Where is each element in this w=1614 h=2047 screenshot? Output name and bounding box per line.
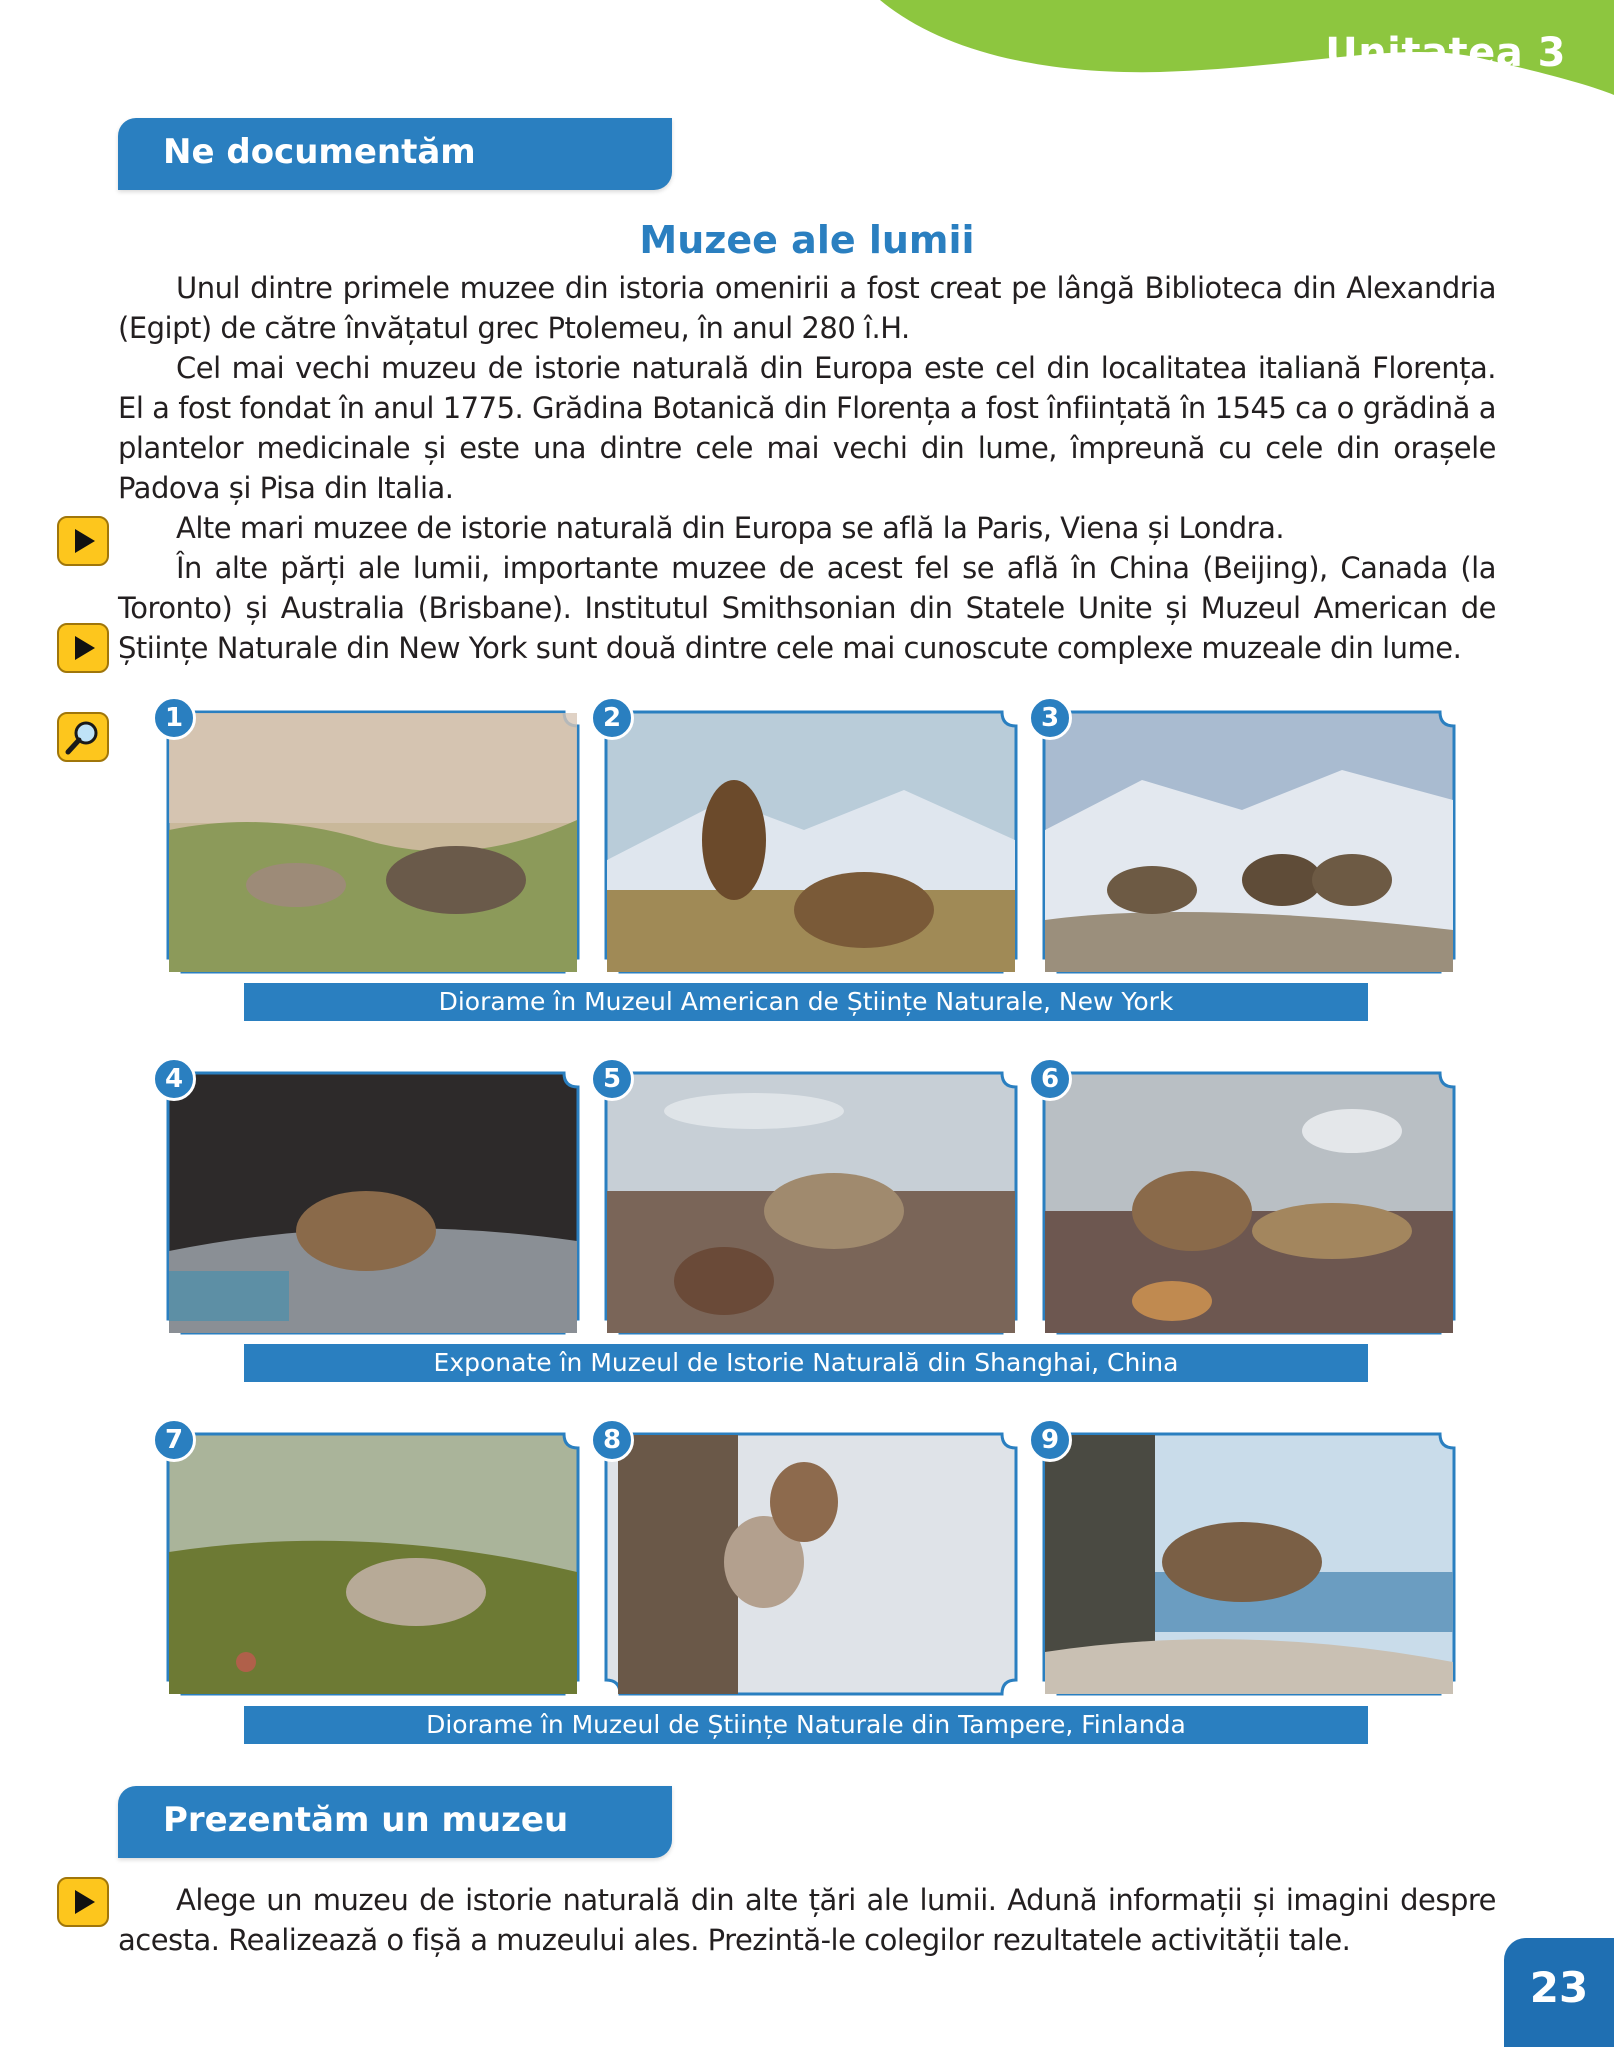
photo-number: 6	[1028, 1057, 1072, 1101]
photo-number: 7	[152, 1418, 196, 1462]
photo-bear-diorama	[602, 703, 1018, 974]
photo-mammoth-exhibit	[1040, 1064, 1456, 1335]
photo-number: 1	[152, 696, 196, 740]
section-title: Ne documentăm	[163, 132, 476, 172]
photo-number: 5	[590, 1057, 634, 1101]
section-tab-present	[118, 1786, 672, 1858]
article-title: Muzee ale lumii	[639, 218, 975, 262]
search-button[interactable]	[57, 712, 109, 762]
section-tab-research	[118, 118, 672, 190]
photo-number: 8	[590, 1418, 634, 1462]
play-icon	[59, 518, 107, 564]
photo-number: 3	[1028, 696, 1072, 740]
photo-deer-exhibit	[164, 1064, 580, 1335]
photo-hall-exhibit	[602, 1064, 1018, 1335]
photo-wolf-diorama	[164, 1425, 580, 1696]
paragraph: Alte mari muzee de istorie naturală din Europa se află la Paris, Viena și Londra.	[176, 511, 1285, 545]
photo-caption: Exponate în Muzeul de Istorie Naturală din Shanghai, China	[244, 1344, 1368, 1382]
task-text: Alege un muzeu de istorie naturală din alte țări ale lumii. Adună informații și imagini despre acesta. Realizează o fișă a muzeului ales. Prezintă-le colegilor rezultatele activității tale.	[118, 1883, 1496, 1957]
photo-squirrel-diorama	[602, 1425, 1018, 1696]
page-number: 23	[1504, 1938, 1614, 2047]
paragraph: Unul dintre primele muzee din istoria omenirii a fost creat pe lângă Biblioteca din Alexandria (Egipt) de către învățatul grec Ptolemeu, în anul 280 î.H.	[118, 271, 1496, 345]
photo-ram-diorama	[1040, 703, 1456, 974]
photo-number: 9	[1028, 1418, 1072, 1462]
play-button[interactable]	[57, 516, 109, 566]
task-text-block	[118, 1880, 1496, 1960]
play-icon	[59, 1879, 107, 1925]
photo-number: 2	[590, 696, 634, 740]
photo-number: 4	[152, 1057, 196, 1101]
unit-label: Unitatea 3	[1325, 30, 1566, 76]
play-button[interactable]	[57, 623, 109, 673]
photo-caption: Diorame în Muzeul American de Științe Naturale, New York	[244, 983, 1368, 1021]
section-title: Prezentăm un muzeu	[163, 1800, 569, 1840]
photo-moose-diorama	[1040, 1425, 1456, 1696]
photo-elk-diorama	[164, 703, 580, 974]
paragraph: În alte părți ale lumii, importante muzee de acest fel se află în China (Beijing), Canada (la Toronto) și Australia (Brisbane). Institutul Smithsonian din Statele Unite și Muzeul American de Științe Naturale din New York sunt două dintre cele mai cunoscute complexe muzeale din lume.	[118, 551, 1496, 665]
article-body	[118, 268, 1496, 668]
magnifier-icon	[59, 714, 107, 760]
play-icon	[59, 625, 107, 671]
play-button[interactable]	[57, 1877, 109, 1927]
photo-caption: Diorame în Muzeul de Științe Naturale din Tampere, Finlanda	[244, 1706, 1368, 1744]
paragraph: Cel mai vechi muzeu de istorie naturală din Europa este cel din localitatea italiană Florența. El a fost fondat în anul 1775. Grădina Botanică din Florența a fost înființată în 1545 ca o grădină a plantelor medicinale și este una dintre cele mai vechi din lume, împreună cu cele din orașele Padova și Pisa din Italia.	[118, 351, 1496, 505]
